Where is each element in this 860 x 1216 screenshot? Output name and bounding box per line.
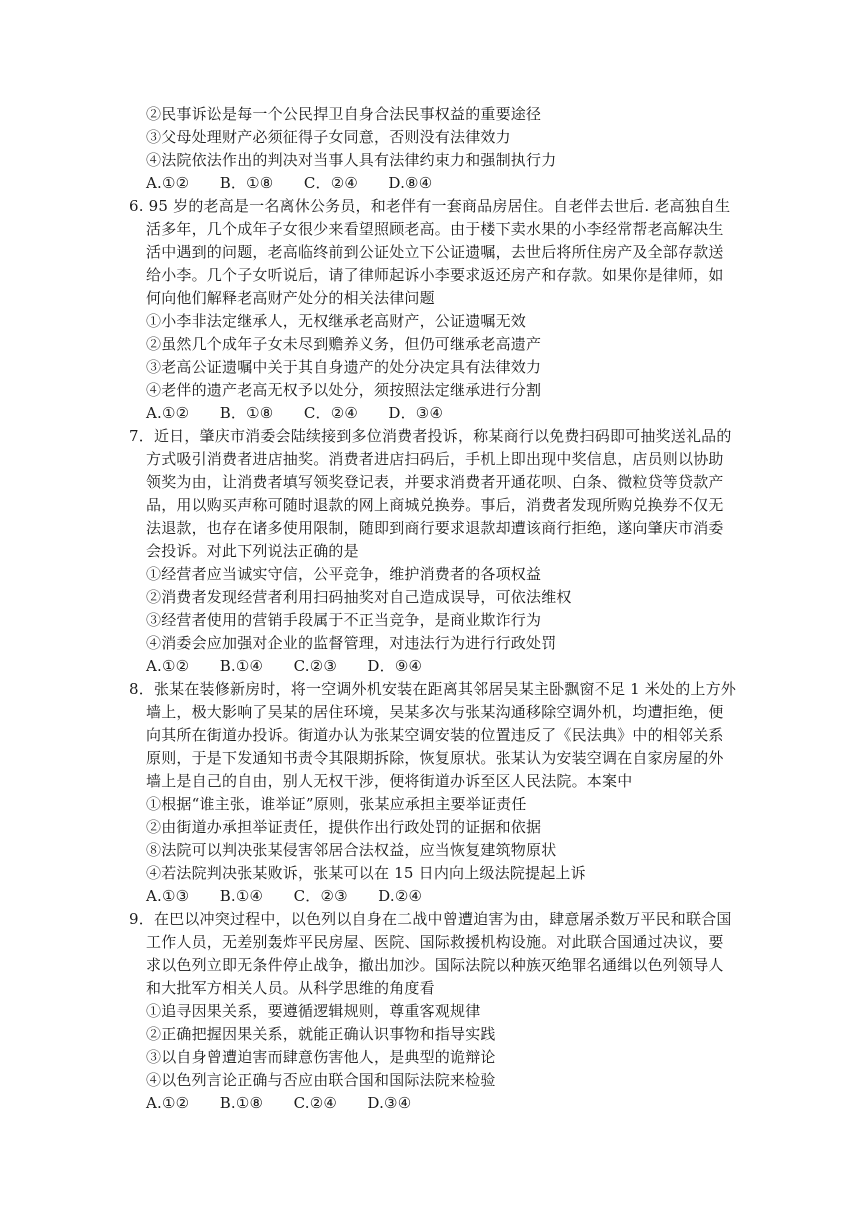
q9-stem-line-2: 工作人员，无差别轰炸平民房屋、医院、国际救援机构设施。对此联合国通过决议，要 (146, 933, 724, 951)
q8-option-4: ④若法院判决张某败诉，张某可以在 15 日内向上级法院提起上诉 (146, 864, 586, 882)
q8-stem-line-2: 墙上，极大影响了吴某的居住环境，吴某多次与张某沟通移除空调外机，均遭拒绝，便 (146, 703, 724, 721)
q6-stem-line-1: 6. 95 岁的老高是一名离休公务员，和老伴有一套商品房居住。自老伴去世后. 老高独自生 (129, 197, 731, 215)
q8-answer-choices: A.①③ B.①④ C．②③ D.②④ (146, 887, 423, 905)
q9-option-3: ③以自身曾遭迫害而肆意伤害他人，是典型的诡辩论 (146, 1048, 496, 1066)
q8-stem-line-3: 向其所在街道办投诉。街道办认为张某空调安装的位置违反了《民法典》中的相邻关系 (146, 726, 724, 744)
q6-option-2: ②虽然几个成年子女未尽到赡养义务，但仍可继承老高遗产 (146, 335, 542, 353)
q9-answer-choices: A.①② B.①⑧ C.②④ D.③④ (146, 1094, 412, 1112)
q9-stem-line-3: 求以色列立即无条件停止战争，撤出加沙。国际法院以种族灭绝罪名通缉以色列领导人 (146, 956, 724, 974)
q9-option-1: ①追寻因果关系，要遵循逻辑规则，尊重客观规律 (146, 1002, 481, 1020)
q7-option-4: ④消委会应加强对企业的监督管理，对违法行为进行行政处罚 (146, 634, 557, 652)
q6-answer-choices: A.①② B．①⑧ C．②④ D．③④ (146, 404, 444, 422)
q9-stem-line-1: 9．在巴以冲突过程中，以色列以自身在二战中曾遭迫害为由，肆意屠杀数万平民和联合国 (129, 910, 732, 928)
q6-stem-line-4: 给小李。几个子女听说后，请了律师起诉小李要求返还房产和存款。如果你是律师，如 (146, 266, 724, 284)
q6-option-3: ③老高公证遗嘱中关于其自身遗产的处分决定具有法律效力 (146, 358, 542, 376)
q5-answer-choices: A.①② B．①⑧ C．②④ D.⑧④ (146, 174, 433, 192)
q6-stem-line-3: 活中遇到的问题，老高临终前到公证处立下公证遗嘱，去世后将所住房产及全部存款送 (146, 243, 724, 261)
q5-option-3: ③父母处理财产必须征得子女同意，否则没有法律效力 (146, 128, 511, 146)
q8-stem-line-4: 原则，于是下发通知书责令其限期拆除，恢复原状。张某认为安装空调在自家房屋的外 (146, 749, 724, 767)
q6-stem-line-2: 活多年，几个成年子女很少来看望照顾老高。由于楼下卖水果的小李经常帮老高解决生 (146, 220, 724, 238)
q8-option-3: ⑧法院可以判决张某侵害邻居合法权益，应当恢复建筑物原状 (146, 841, 557, 859)
q7-stem-line-4: 品，用以购买声称可随时退款的网上商城兑换券。事后，消费者发现所购兑换券不仅无 (146, 496, 724, 514)
q9-option-2: ②正确把握因果关系，就能正确认识事物和指导实践 (146, 1025, 496, 1043)
q5-option-4: ④法院依法作出的判决对当事人具有法律约束力和强制执行力 (146, 151, 557, 169)
q8-option-2: ②由街道办承担举证责任，提供作出行政处罚的证据和依据 (146, 818, 542, 836)
q8-option-1: ①根据“谁主张，谁举证”原则，张某应承担主要举证责任 (146, 795, 527, 813)
q6-stem-line-5: 何向他们解释老高财产处分的相关法律问题 (146, 289, 435, 307)
q7-option-1: ①经营者应当诚实守信，公平竞争，维护消费者的各项权益 (146, 565, 542, 583)
q7-option-3: ③经营者使用的营销手段属于不正当竞争，是商业欺诈行为 (146, 611, 542, 629)
q7-option-2: ②消费者发现经营者利用扫码抽奖对自己造成误导，可依法维权 (146, 588, 572, 606)
q7-stem-line-3: 领奖为由，让消费者填写领奖登记表，并要求消费者开通花呗、白条、微粒贷等贷款产 (146, 473, 724, 491)
q8-stem-line-5: 墙上是自己的自由，别人无权干涉，便将街道办诉至区人民法院。本案中 (146, 772, 633, 790)
q7-stem-line-1: 7．近日，肇庆市消委会陆续接到多位消费者投诉，称某商行以免费扫码即可抽奖送礼品的 (129, 427, 732, 445)
q9-stem-line-4: 和大批军方相关人员。从科学思维的角度看 (146, 979, 435, 997)
q6-option-1: ①小李非法定继承人，无权继承老高财产，公证遗嘱无效 (146, 312, 527, 330)
q7-stem-line-6: 会投诉。对此下列说法正确的是 (146, 542, 359, 560)
q7-stem-line-2: 方式吸引消费者进店抽奖。消费者进店扫码后，手机上即出现中奖信息，店员则以协助 (146, 450, 724, 468)
q9-option-4: ④以色列言论正确与否应由联合国和国际法院来检验 (146, 1071, 496, 1089)
q6-option-4: ④老伴的遗产老高无权予以处分，须按照法定继承进行分割 (146, 381, 542, 399)
q5-option-2: ②民事诉讼是每一个公民捍卫自身合法民事权益的重要途径 (146, 105, 542, 123)
q7-stem-line-5: 法退款，也存在诸多使用限制，随即到商行要求退款却遭该商行拒绝，遂向肇庆市消委 (146, 519, 724, 537)
q8-stem-line-1: 8．张某在装修新房时，将一空调外机安装在距离其邻居吴某主卧飘窗不足 1 米处的上方外 (129, 680, 737, 698)
q7-answer-choices: A.①② B.①④ C.②③ D．⑨④ (146, 657, 423, 675)
